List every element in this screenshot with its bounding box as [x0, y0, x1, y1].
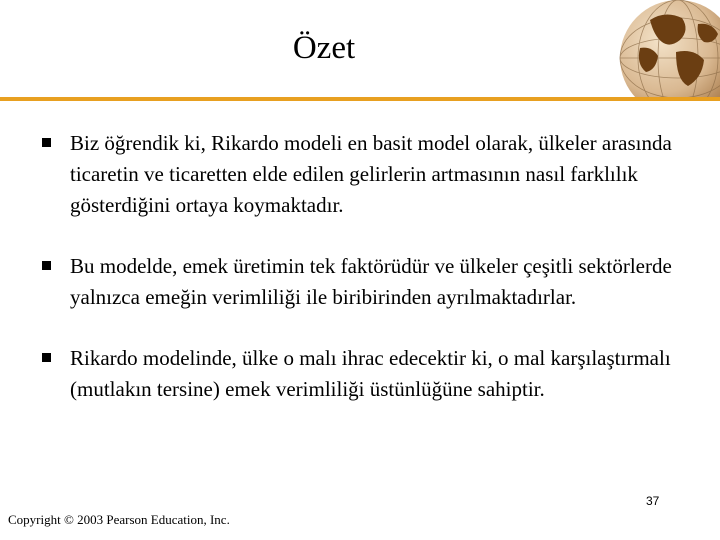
bullet-square-icon — [42, 261, 51, 270]
bullet-text: Rikardo modelinde, ülke o malı ihrac edecektir ki, o mal karşılaştırmalı (mutlakın tersine) emek verimliliği üstünlüğüne sahiptir. — [70, 346, 671, 401]
globe-icon — [610, 0, 720, 100]
bullet-text: Bu modelde, emek üretimin tek faktörüdür ve ülkeler çeşitli sektörlerde yalnızca emeğin verimliliği ile biribirinden ayrılmaktadırlar. — [70, 254, 672, 309]
bullet-square-icon — [42, 138, 51, 147]
copyright-text: Copyright © 2003 Pearson Education, Inc. — [8, 512, 230, 527]
bullet-text: Biz öğrendik ki, Rikardo modeli en basit model olarak, ülkeler arasında ticaretin ve ticaretten elde edilen gelirlerin artmasının nasıl farklılık gösterdiğini ortaya koymaktadır. — [70, 131, 672, 217]
title-rule — [0, 97, 720, 101]
bullet-item — [40, 343, 700, 405]
bullet-item — [40, 251, 700, 313]
slide-title: Özet — [292, 30, 356, 66]
bullet-list — [40, 128, 700, 435]
page-number: 37 — [646, 494, 660, 508]
bullet-item — [40, 128, 700, 221]
bullet-square-icon — [42, 353, 51, 362]
